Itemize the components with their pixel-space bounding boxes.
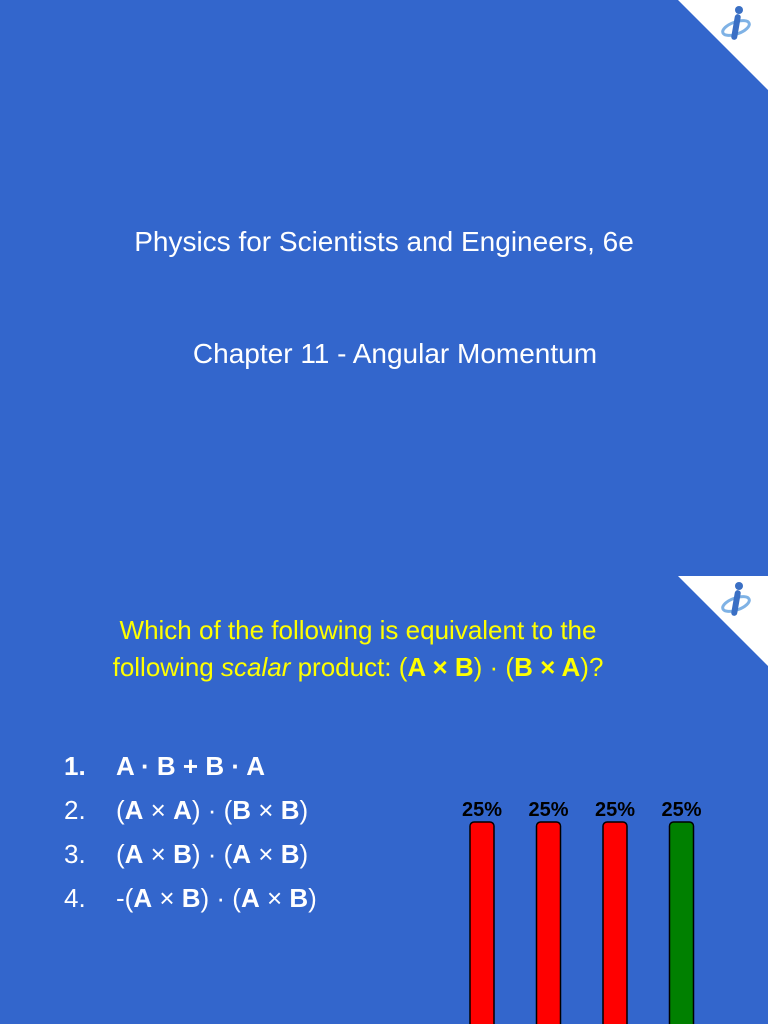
answer-options: [64, 744, 317, 920]
option-text-part: ·: [133, 751, 157, 781]
option-number: 1.: [64, 751, 86, 781]
response-label-2: 25%: [528, 799, 569, 821]
question-slide: [0, 576, 768, 1024]
question-part: ) · (: [473, 652, 515, 682]
option-text-part: B: [205, 751, 225, 781]
question-part: following: [112, 652, 221, 682]
slide-title: Physics for Scientists and Engineers, 6e: [134, 226, 634, 257]
response-bar-3: [603, 822, 627, 1024]
option-text-part: A: [116, 751, 134, 781]
response-bar-1: [470, 822, 494, 1024]
option-text: (A × A) · (B × B): [116, 795, 309, 825]
question-text: [0, 612, 716, 686]
answer-option-4[interactable]: [64, 876, 317, 920]
option-number: 4.: [64, 883, 86, 913]
response-label-3: 25%: [594, 799, 636, 821]
question-line-2: [0, 649, 716, 686]
corner-logo: [678, 0, 768, 90]
answer-option-2[interactable]: [64, 788, 317, 832]
question-part: product: (: [290, 652, 408, 682]
response-label-1: 25%: [461, 799, 503, 821]
question-vector: A × B: [407, 652, 474, 682]
response-bar-4: [670, 822, 694, 1024]
option-text-part: +: [175, 751, 206, 781]
answer-option-3[interactable]: [64, 832, 317, 876]
question-vector: B × A: [514, 652, 581, 682]
option-text-part: A: [246, 751, 266, 781]
slide-subtitle: Chapter 11 - Angular Momentum: [192, 338, 598, 369]
question-line-1: Which of the following is equivalent to the: [119, 615, 597, 645]
option-text-part: ·: [224, 751, 247, 781]
response-bar-2: [537, 822, 561, 1024]
question-part: )?: [580, 652, 604, 682]
option-text-part: B: [156, 751, 176, 781]
question-scalar: scalar: [221, 652, 291, 682]
response-chart: [450, 784, 740, 1024]
option-number: 3.: [64, 839, 86, 869]
response-label-4: 25%: [661, 799, 702, 821]
option-number: 2.: [64, 795, 86, 825]
option-text: (A × B) · (A × B): [116, 839, 309, 869]
answer-option-1[interactable]: [64, 744, 317, 788]
option-text: -(A × B) · (A × B): [116, 883, 317, 913]
